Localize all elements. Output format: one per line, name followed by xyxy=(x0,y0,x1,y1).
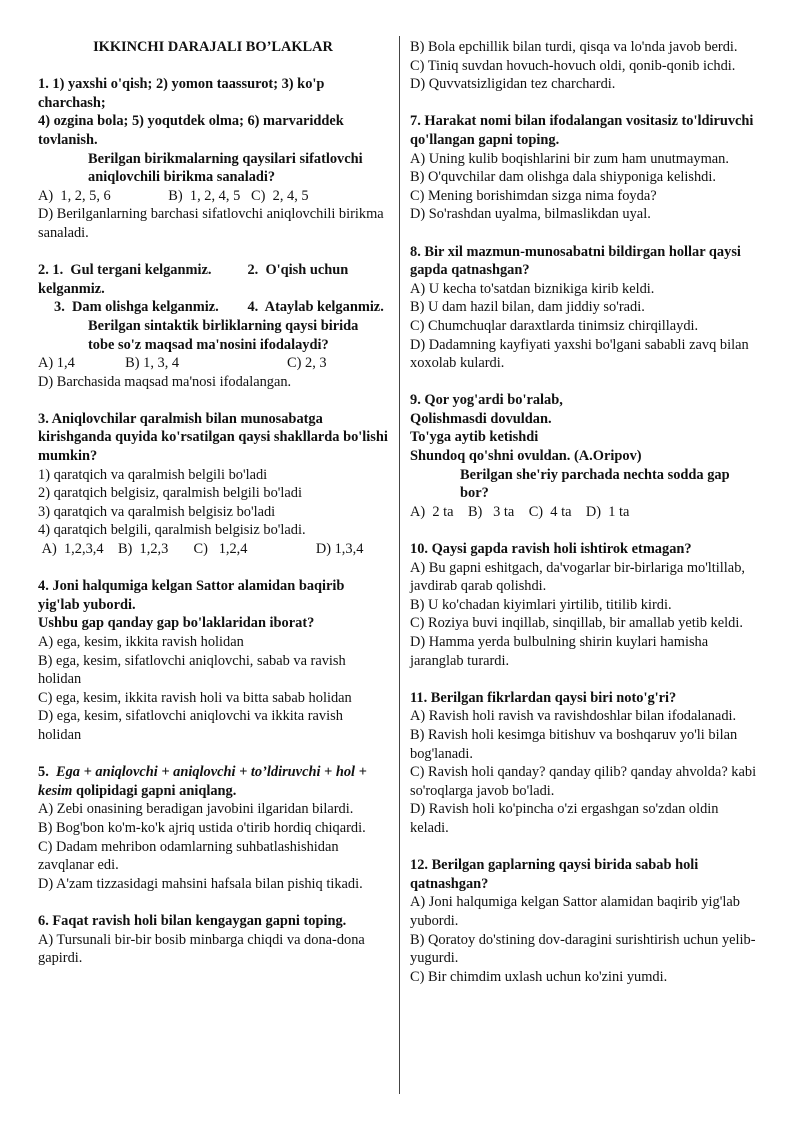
question-1 xyxy=(38,75,388,242)
q4-option: B) ega, kesim, sifatlovchi aniqlovchi, sabab va ravish holidan xyxy=(38,652,346,688)
q1-option-d: D) Berilganlarning barchasi sifatlovchi aniqlovchili birikma sanaladi. xyxy=(38,206,384,241)
q2-options-abc: A) 1,4 B) 1, 3, 4 C) 2, 3 xyxy=(38,355,327,372)
q2-option-d: D) Barchasida maqsad ma'nosi ifodalangan. xyxy=(38,373,292,390)
q10-option: B) U ko'chadan kiyimlari yirtilib, titilib kirdi. xyxy=(410,596,672,613)
q8-option: D) Dadamning kayfiyati yaxshi bo'lgani sababli zavq bilan xoxolab kulardi. xyxy=(410,336,749,372)
q4-option: C) ega, kesim, ikkita ravish holi va bitta sabab holidan xyxy=(38,689,352,706)
q5-option: C) Dadam mehribon odamlarning suhbatlashishidan zavqlanar edi. xyxy=(38,838,339,874)
q5-option: D) A'zam tizzasidagi mahsini hafsala bilan pishiq tikadi. xyxy=(38,875,363,892)
q3-prompt: 3. Aniqlovchilar qaralmish bilan munosabatga kirishganda quyida ko'rsatilgan qaysi shakllarda bo'lishi mumkin? xyxy=(38,410,388,465)
q9-prompt: Berilgan she'riy parchada nechta sodda gap bor? xyxy=(460,466,730,502)
question-11 xyxy=(410,689,760,838)
q1-options-abc: A) 1, 2, 5, 6 B) 1, 2, 4, 5 C) 2, 4, 5 xyxy=(38,187,309,204)
question-6-continued xyxy=(410,38,760,94)
q4-option: A) ega, kesim, ikkita ravish holidan xyxy=(38,634,244,650)
q10-prompt: 10. Qaysi gapda ravish holi ishtirok etmagan? xyxy=(410,541,692,558)
column-divider xyxy=(399,36,400,1094)
q3-item: 1) qaratqich va qaralmish belgili bo'ladi xyxy=(38,466,268,483)
q8-option: B) U dam hazil bilan, dam jiddiy so'radi. xyxy=(410,299,645,316)
q6-prompt: 6. Faqat ravish holi bilan kengaygan gapni toping. xyxy=(38,912,347,929)
q11-prompt: 11. Berilgan fikrlardan qaysi biri noto'g'ri? xyxy=(410,689,677,706)
q6-option: B) Bola epchillik bilan turdi, qisqa va lo'nda javob berdi. xyxy=(410,39,738,55)
q12-prompt: 12. Berilgan gaplarning qaysi birida sabab holi qatnashgan? xyxy=(410,857,699,892)
page-title: IKKINCHI DARAJALI BO’LAKLAR xyxy=(93,39,333,55)
left-column xyxy=(38,38,388,968)
q5-number: 5. xyxy=(38,764,56,781)
q9-options: A) 2 ta B) 3 ta C) 4 ta D) 1 ta xyxy=(410,503,630,520)
question-5 xyxy=(38,763,388,893)
question-2 xyxy=(38,261,388,391)
question-10 xyxy=(410,540,760,670)
right-column xyxy=(410,38,760,986)
q9-poem-line: To'yga aytib ketishdi xyxy=(410,429,539,446)
q7-option: C) Mening borishimdan sizga nima foyda? xyxy=(410,187,657,204)
q5-option: B) Bog'bon ko'm-ko'k ajriq ustida o'tirib hordiq chiqardi. xyxy=(38,819,366,836)
q2-line-2: 3. Dam olishga kelganmiz. 4. Ataylab kelganmiz. xyxy=(54,299,384,316)
q1-line-2: 4) ozgina bola; 5) yoqutdek olma; 6) marvariddek tovlanish. xyxy=(38,113,344,148)
q2-prompt: Berilgan sintaktik birliklarning qaysi birida tobe so'z maqsad ma'nosini ifodalaydi? xyxy=(88,317,359,353)
q5-prompt xyxy=(38,763,388,800)
q3-options: A) 1,2,3,4 B) 1,2,3 C) 1,2,4 D) 1,3,4 xyxy=(38,541,364,558)
q7-option: D) So'rashdan uyalma, bilmaslikdan uyal. xyxy=(410,206,651,223)
q11-option: C) Ravish holi qanday? qanday qilib? qanday ahvolda? kabi so'roqlarga javob bo'ladi. xyxy=(410,764,757,799)
q3-item: 3) qaratqich va qaralmish belgisiz bo'ladi xyxy=(38,503,276,520)
q12-option: A) Joni halqumiga kelgan Sattor alamidan baqirib yig'lab yubordi. xyxy=(410,894,740,929)
q5-formula: Ega + aniqlovchi + aniqlovchi + to’ldiruvchi + hol + kesim xyxy=(38,764,367,799)
q10-option: C) Roziya buvi inqillab, sinqillab, bir amallab yetib keldi. xyxy=(410,615,743,632)
q8-option: C) Chumchuqlar daraxtlarda tinimsiz chirqillaydi. xyxy=(410,317,699,334)
question-7 xyxy=(410,112,760,224)
q1-prompt: Berilgan birikmalarning qaysilari sifatlovchi aniqlovchili birikma sanaladi? xyxy=(88,150,363,186)
q3-item: 2) qaratqich belgisiz, qaralmish belgili bo'ladi xyxy=(38,485,302,502)
q6-option: A) Tursunali bir-bir bosib minbarga chiqdi va dona-dona gapirdi. xyxy=(38,931,365,967)
q1-line-1: 1. 1) yaxshi o'qish; 2) yomon taassurot; 3) ko'p charchash; xyxy=(38,76,325,111)
q7-prompt: 7. Harakat nomi bilan ifodalangan vositasiz to'ldiruvchi qo'llangan gapni toping. xyxy=(410,113,754,148)
q11-option: A) Ravish holi ravish va ravishdoshlar bilan ifodalanadi. xyxy=(410,708,737,725)
question-8 xyxy=(410,243,760,373)
q7-option: A) Uning kulib boqishlarini bir zum ham unutmayman. xyxy=(410,150,729,167)
q8-option: A) U kecha to'satdan biznikiga kirib keldi. xyxy=(410,280,655,297)
q11-option: D) Ravish holi ko'pincha o'zi ergashgan so'zdan oldin keladi. xyxy=(410,801,719,836)
q8-prompt: 8. Bir xil mazmun-munosabatni bildirgan hollar qaysi gapda qatnashgan? xyxy=(410,243,741,279)
q4-prompt: Ushbu gap qanday gap bo'laklaridan iborat? xyxy=(38,615,315,632)
q10-option: A) Bu gapni eshitgach, da'vogarlar bir-birlariga mo'ltillab, javdirab qarab qolishdi. xyxy=(410,559,745,595)
q2-line-1: 2. 1. Gul tergani kelganmiz. 2. O'qish uchun kelganmiz. xyxy=(38,262,352,297)
q4-option: D) ega, kesim, sifatlovchi aniqlovchi va ikkita ravish holidan xyxy=(38,708,343,743)
question-9 xyxy=(410,391,760,521)
q4-line-1: 4. Joni halqumiga kelgan Sattor alamidan baqirib yig'lab yubordi. xyxy=(38,578,345,613)
question-3 xyxy=(38,410,388,559)
q9-poem-line: Qolishmasdi dovuldan. xyxy=(410,410,552,427)
q9-poem-line: 9. Qor yog'ardi bo'ralab, xyxy=(410,392,563,409)
q6-option: C) Tiniq suvdan hovuch-hovuch oldi, qonib-qonib ichdi. xyxy=(410,57,736,74)
question-6 xyxy=(38,912,388,968)
q5-option: A) Zebi onasining beradigan javobini ilgaridan bilardi. xyxy=(38,801,354,818)
q5-prompt-rest: qolipidagi gapni aniqlang. xyxy=(72,782,237,799)
q7-option: B) O'quvchilar dam olishga dala shiyponiga kelishdi. xyxy=(410,169,716,186)
q12-option: C) Bir chimdim uxlash uchun ko'zini yumdi. xyxy=(410,968,668,985)
q9-poem-line: Shundoq qo'shni ovuldan. (A.Oripov) xyxy=(410,448,642,465)
q6-option: D) Quvvatsizligidan tez charchardi. xyxy=(410,76,616,93)
q12-option: B) Qoratoy do'stining dov-daragini surishtirish uchun yelib-yugurdi. xyxy=(410,931,756,967)
q3-item: 4) qaratqich belgili, qaralmish belgisiz bo'ladi. xyxy=(38,522,306,539)
q11-option: B) Ravish holi kesimga bitishuv va boshqaruv yo'li bilan bog'lanadi. xyxy=(410,726,738,762)
question-4 xyxy=(38,577,388,744)
q10-option: D) Hamma yerda bulbulning shirin kuylari hamisha jaranglab turardi. xyxy=(410,634,709,669)
question-12 xyxy=(410,856,760,986)
